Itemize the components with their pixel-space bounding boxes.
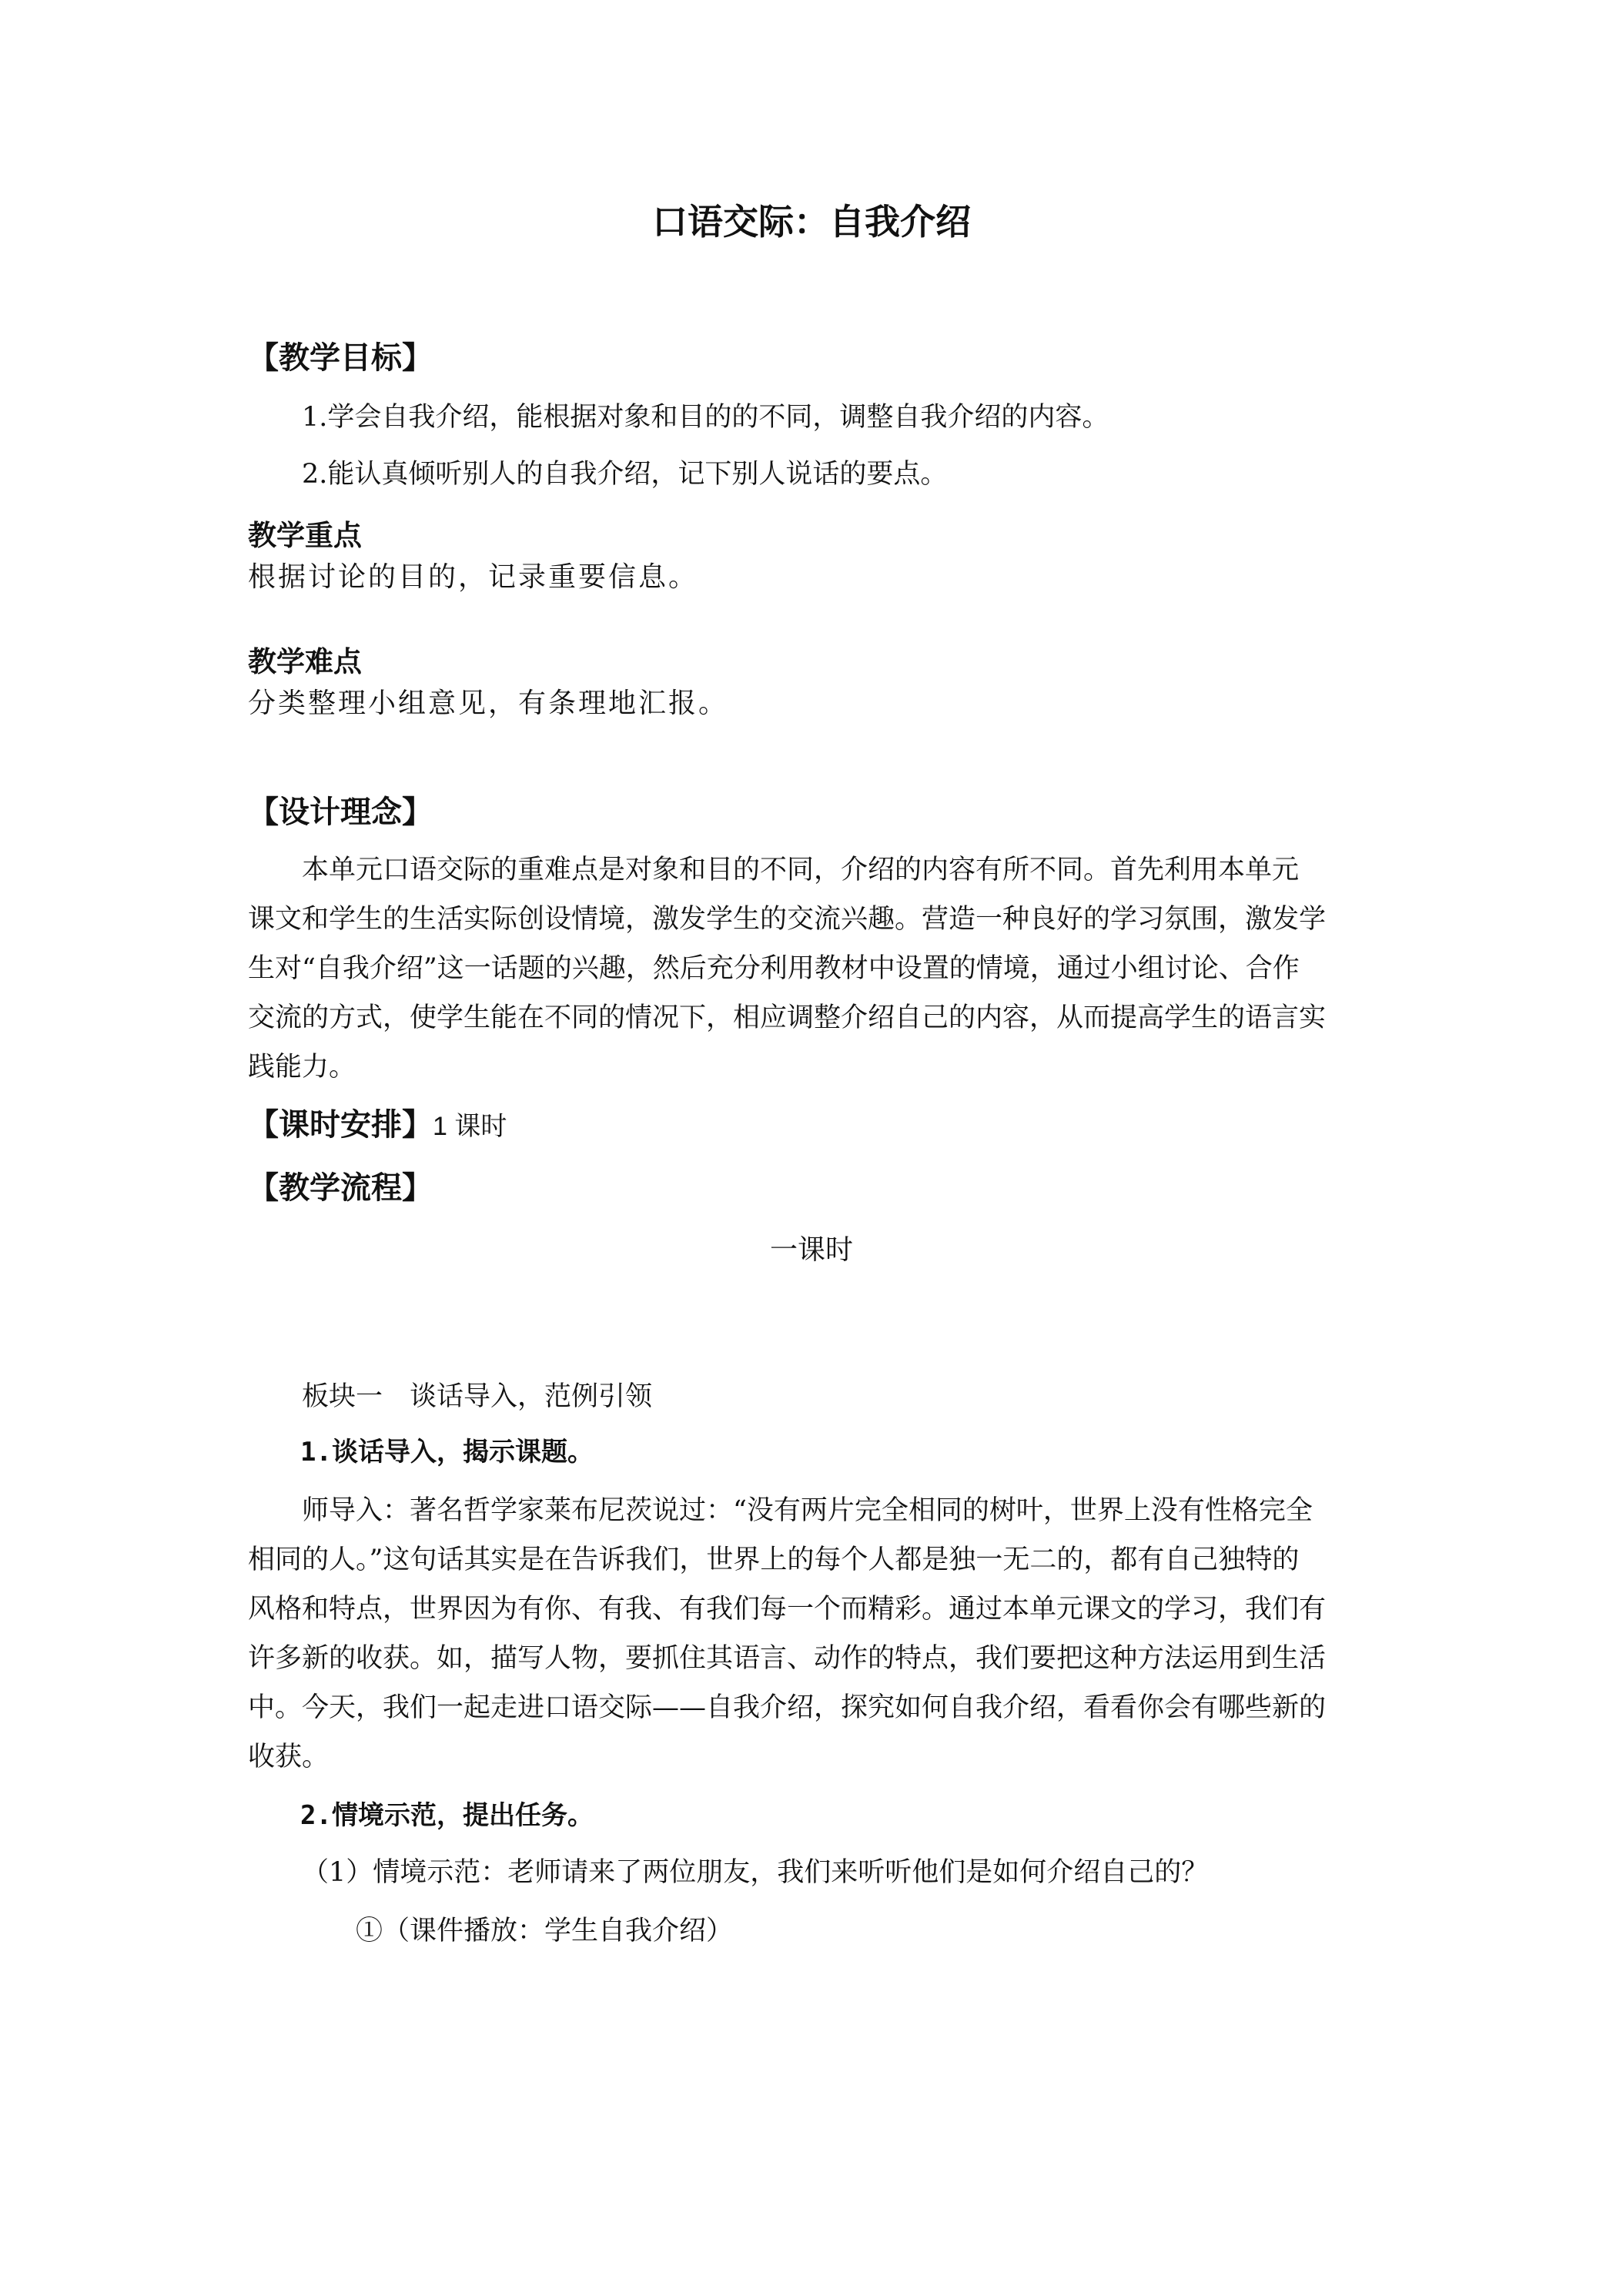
sub-step: （1）情境示范：老师请来了两位朋友，我们来听听他们是如何介绍自己的？	[302, 1857, 1209, 1888]
design-line: 课文和学生的生活实际创设情境，激发学生的交流兴趣。营造一种良好的学习氛围，激发学	[248, 904, 1327, 935]
block-heading: 板块一 谈话导入，范例引领	[302, 1381, 653, 1412]
step-line: 收获。	[248, 1742, 330, 1772]
page-title: 口语交际：自我介绍	[652, 201, 971, 243]
schedule-heading	[248, 1106, 507, 1146]
design-line: 本单元口语交际的重难点是对象和目的不同，介绍的内容有所不同。首先利用本单元	[302, 855, 1300, 885]
step-line: 中。今天，我们一起走进口语交际——自我介绍，探究如何自我介绍，看看你会有哪些新的	[248, 1692, 1327, 1723]
difficulty-text: 分类整理小组意见，有条理地汇报。	[248, 688, 729, 719]
objective-item: 1.学会自我介绍，能根据对象和目的的不同，调整自我介绍的内容。	[302, 402, 1109, 433]
objective-item: 2.能认真倾听别人的自我介绍，记下别人说话的要点。	[302, 459, 948, 490]
design-heading: 【设计理念】	[248, 795, 433, 830]
schedule-value: 1 课时	[433, 1112, 507, 1141]
key-point-heading: 教学重点	[248, 519, 362, 552]
step-heading: 2.情境示范，提出任务。	[300, 1800, 594, 1831]
design-line: 践能力。	[248, 1052, 356, 1083]
difficulty-heading: 教学难点	[248, 645, 362, 678]
schedule-label: 【课时安排】	[248, 1107, 433, 1143]
sub-step-item: ①（课件播放：学生自我介绍）	[356, 1916, 734, 1946]
step-line: 风格和特点，世界因为有你、有我、有我们每一个而精彩。通过本单元课文的学习，我们有	[248, 1594, 1327, 1625]
step-line: 相同的人。”这句话其实是在告诉我们，世界上的每个人都是独一无二的，都有自己独特的	[248, 1545, 1300, 1575]
step-line: 师导入：著名哲学家莱布尼茨说过：“没有两片完全相同的树叶，世界上没有性格完全	[302, 1495, 1313, 1526]
process-heading: 【教学流程】	[248, 1170, 433, 1206]
objectives-heading: 【教学目标】	[248, 340, 433, 376]
design-line: 交流的方式，使学生能在不同的情况下，相应调整介绍自己的内容，从而提高学生的语言实	[248, 1002, 1327, 1033]
key-point-text: 根据讨论的目的，记录重要信息。	[248, 561, 699, 593]
session-label: 一课时	[769, 1234, 853, 1266]
step-line: 许多新的收获。如，描写人物，要抓住其语言、动作的特点，我们要把这种方法运用到生活	[248, 1643, 1327, 1674]
step-heading: 1.谈话导入，揭示课题。	[300, 1437, 594, 1468]
design-line: 生对“自我介绍”这一话题的兴趣，然后充分利用教材中设置的情境，通过小组讨论、合作	[248, 953, 1300, 984]
